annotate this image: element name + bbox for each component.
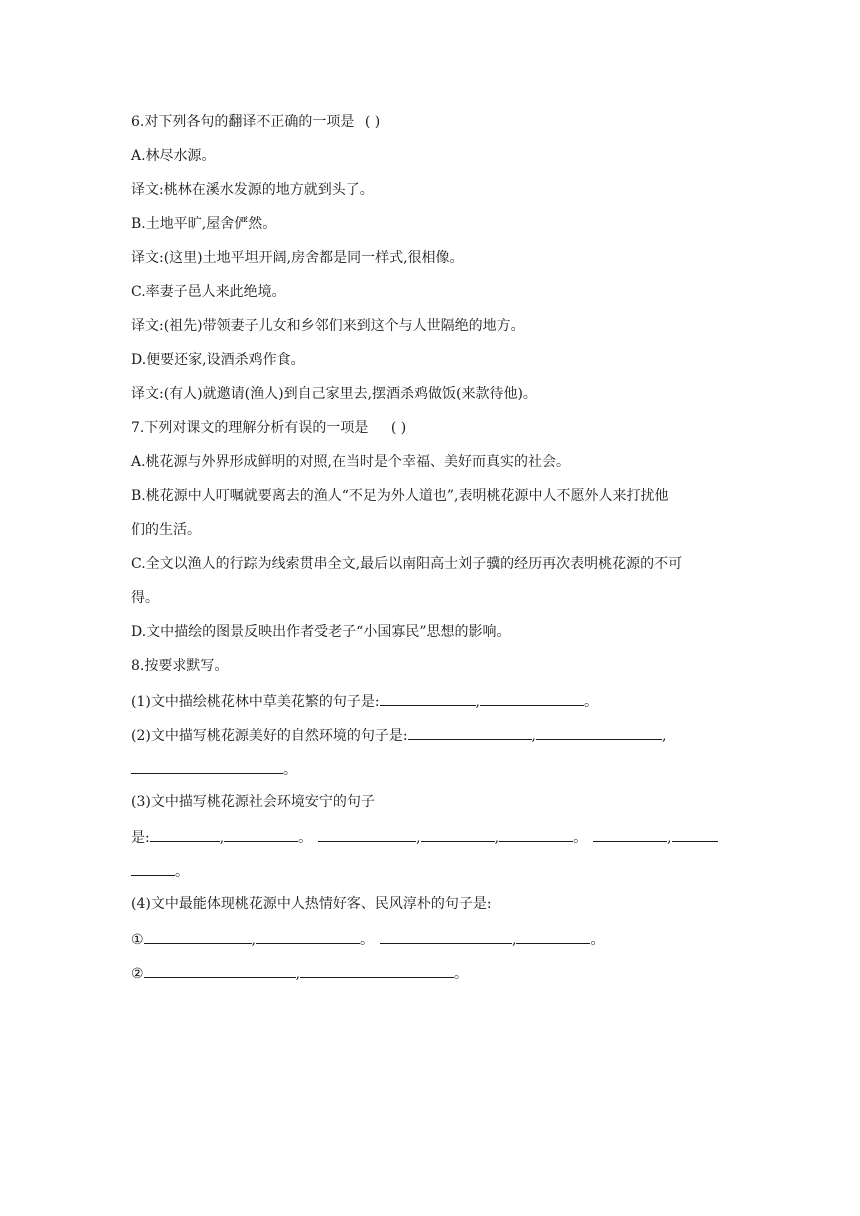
comma: , <box>512 932 517 948</box>
comma: , <box>494 830 500 846</box>
q7-option-c-line1: C.全文以渔人的行踪为线索贯串全文,最后以南阳高士刘子骥的经历再次表明桃花源的不可 <box>131 556 683 572</box>
q8-sub4-item1 <box>131 928 604 950</box>
q8-sub3: (3)文中描写桃花源社会环境安宁的句子 <box>131 794 375 810</box>
comma: , <box>662 728 667 744</box>
period: 。 <box>573 830 588 846</box>
q7-stem-text: 7.下列对课文的理解分析有误的一项是 <box>131 420 369 436</box>
answer-blank[interactable] <box>480 690 584 706</box>
comma: , <box>531 728 536 744</box>
q6-option-a: A.林尽水源。 <box>131 148 216 164</box>
q8-sub3-cont2 <box>131 860 189 882</box>
q7-option-b-line2: 们的生活。 <box>131 522 201 538</box>
q7-option-a: A.桃花源与外界形成鲜明的对照,在当时是个幸福、美好而真实的社会。 <box>131 454 571 470</box>
q6-answer-paren: ( ) <box>364 114 381 130</box>
answer-blank[interactable] <box>499 826 573 842</box>
answer-blank[interactable] <box>144 962 296 978</box>
answer-blank[interactable] <box>256 928 360 944</box>
comma: , <box>416 830 421 846</box>
answer-blank[interactable] <box>380 690 476 706</box>
q8-sub2-cont <box>131 758 297 780</box>
answer-blank[interactable] <box>536 724 662 740</box>
q8-sub2 <box>131 724 666 746</box>
q7-option-d: D.文中描绘的图景反映出作者受老子“小国寡民”思想的影响。 <box>131 624 511 640</box>
period: 。 <box>360 932 375 948</box>
q6-stem <box>131 112 380 132</box>
q6-translation-d: 译文:(有人)就邀请(渔人)到自己家里去,摆酒杀鸡做饭(来款待他)。 <box>131 386 537 402</box>
answer-blank[interactable] <box>300 962 454 978</box>
comma: , <box>295 966 301 982</box>
answer-blank[interactable] <box>131 758 283 774</box>
answer-blank[interactable] <box>593 826 667 842</box>
q8-stem: 8.按要求默写。 <box>131 658 229 674</box>
comma: , <box>475 694 480 710</box>
period: 。 <box>584 694 598 710</box>
q6-translation-a: 译文:桃林在溪水发源的地方就到头了。 <box>131 182 374 198</box>
answer-blank[interactable] <box>380 928 512 944</box>
answer-blank[interactable] <box>150 826 220 842</box>
q6-translation-c: 译文:(祖先)带领妻子儿女和乡邻们来到这个与人世隔绝的地方。 <box>131 318 525 334</box>
q8-sub1 <box>131 690 598 712</box>
q7-answer-paren: ( ) <box>390 420 407 436</box>
q8-sub1-prompt: (1)文中描绘桃花林中草美花繁的句子是: <box>131 694 380 710</box>
q7-stem <box>131 418 406 438</box>
answer-blank[interactable] <box>672 826 718 842</box>
comma: , <box>219 830 225 846</box>
answer-blank[interactable] <box>224 826 298 842</box>
q7-option-b-line1: B.桃花源中人叮嘱就要离去的渔人“不足为外人道也”,表明桃花源中人不愿外人来打扰他 <box>131 488 669 504</box>
period: 。 <box>175 864 189 880</box>
q7-option-c-line2: 得。 <box>131 590 159 606</box>
comma: , <box>667 830 672 846</box>
answer-blank[interactable] <box>408 724 532 740</box>
q6-translation-b: 译文:(这里)土地平坦开阔,房舍都是同一样式,很相像。 <box>131 250 464 266</box>
answer-blank[interactable] <box>421 826 495 842</box>
q6-stem-text: 6.对下列各句的翻译不正确的一项是 <box>131 114 355 130</box>
q8-sub4-item2 <box>131 962 468 984</box>
q6-option-b: B.土地平旷,屋舍俨然。 <box>131 216 277 232</box>
q8-sub2-prompt: (2)文中描写桃花源美好的自然环境的句子是: <box>131 728 408 744</box>
answer-blank[interactable] <box>516 928 590 944</box>
circled-number-two: ② <box>131 966 144 982</box>
q6-option-d: D.便要还家,设酒杀鸡作食。 <box>131 352 305 368</box>
q8-sub3-prefix: 是: <box>131 830 150 846</box>
q6-option-c: C.率妻子邑人来此绝境。 <box>131 284 286 300</box>
circled-number-one: ① <box>131 932 144 948</box>
comma: , <box>251 932 257 948</box>
answer-blank[interactable] <box>318 826 416 842</box>
q8-sub4: (4)文中最能体现桃花源中人热情好客、民风淳朴的句子是: <box>131 896 492 912</box>
period: 。 <box>454 966 469 982</box>
answer-blank[interactable] <box>144 928 252 944</box>
answer-blank[interactable] <box>131 860 175 876</box>
period: 。 <box>590 932 605 948</box>
period: 。 <box>283 762 297 778</box>
q8-sub3-cont <box>131 826 718 848</box>
period: 。 <box>298 830 313 846</box>
